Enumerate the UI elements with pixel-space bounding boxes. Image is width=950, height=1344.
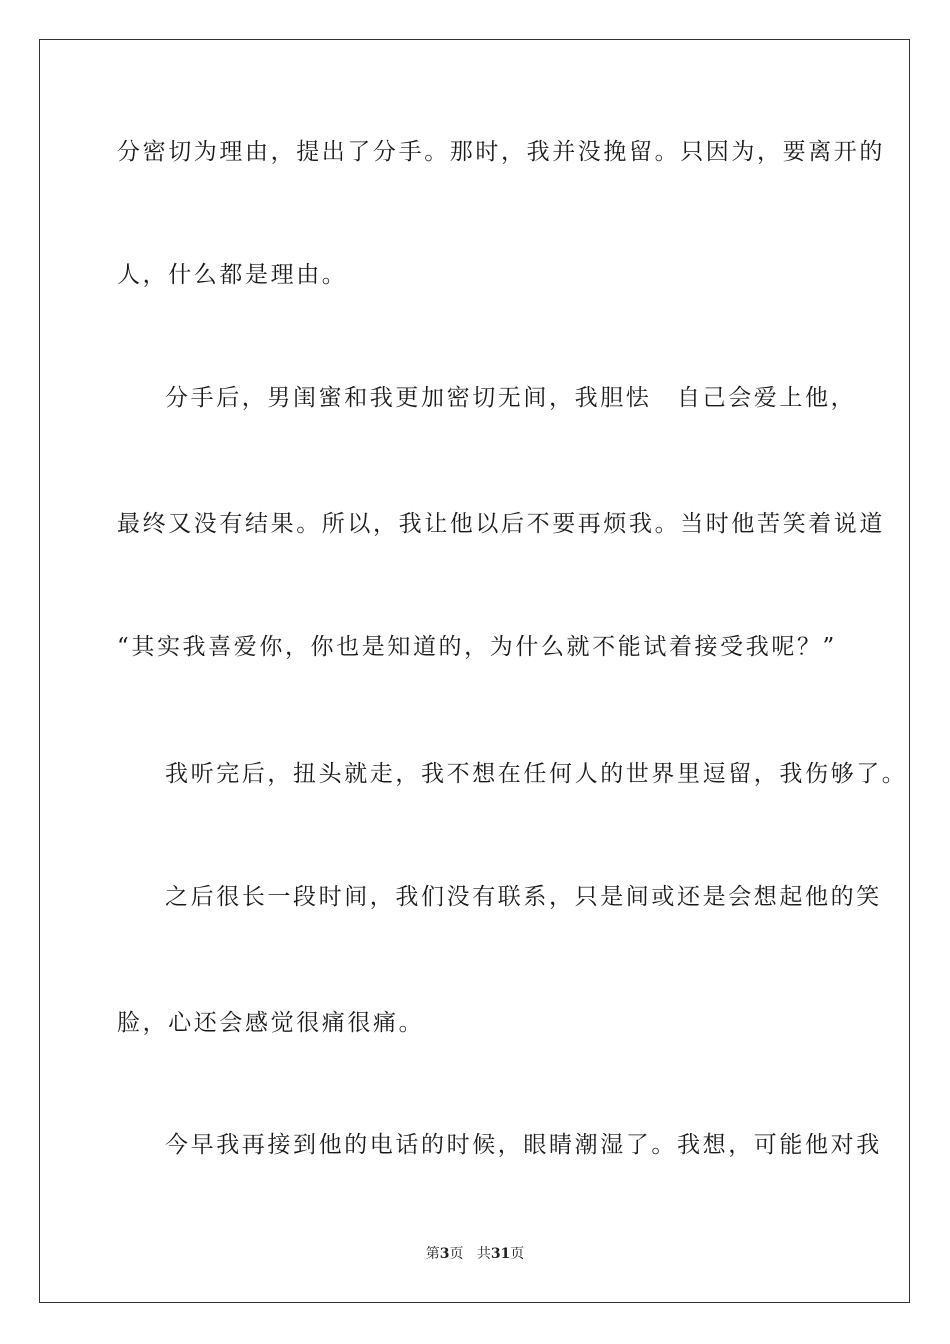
total-pages: 31 [490, 1246, 511, 1262]
text-line-9: 今早我再接到他的电话的时候，眼睛潮湿了。我想，可能他对我 [165, 1132, 882, 1158]
text-line-3: 分手后，男闺蜜和我更加密切无间，我胆怯 自己会爱上他， [165, 385, 857, 411]
text-line-2: 人，什么都是理由。 [117, 262, 348, 288]
text-line-6: 我听完后，扭头就走，我不想在任何人的世界里逗留，我伤够了。 [165, 761, 908, 787]
text-line-7: 之后很长一段时间，我们没有联系，只是间或还是会想起他的笑 [165, 884, 882, 910]
text-line-4: 最终又没有结果。所以，我让他以后不要再烦我。当时他苦笑着说道 [117, 511, 885, 537]
page-number: 3 [439, 1246, 450, 1262]
text-line-5: “其实我喜爱你，你也是知道的，为什么就不能试着接受我呢？” [117, 634, 837, 660]
page-frame [39, 39, 910, 1303]
page-footer [0, 1244, 950, 1264]
page-prefix: 第 [425, 1246, 440, 1262]
text-line-8: 脸，心还会感觉很痛很痛。 [117, 1010, 425, 1036]
total-prefix: 共 [476, 1246, 491, 1262]
text-line-1: 分密切为理由，提出了分手。那时，我并没挽留。只因为，要离开的 [117, 139, 885, 165]
total-suffix: 页 [510, 1246, 525, 1262]
page-suffix: 页 [449, 1246, 464, 1262]
